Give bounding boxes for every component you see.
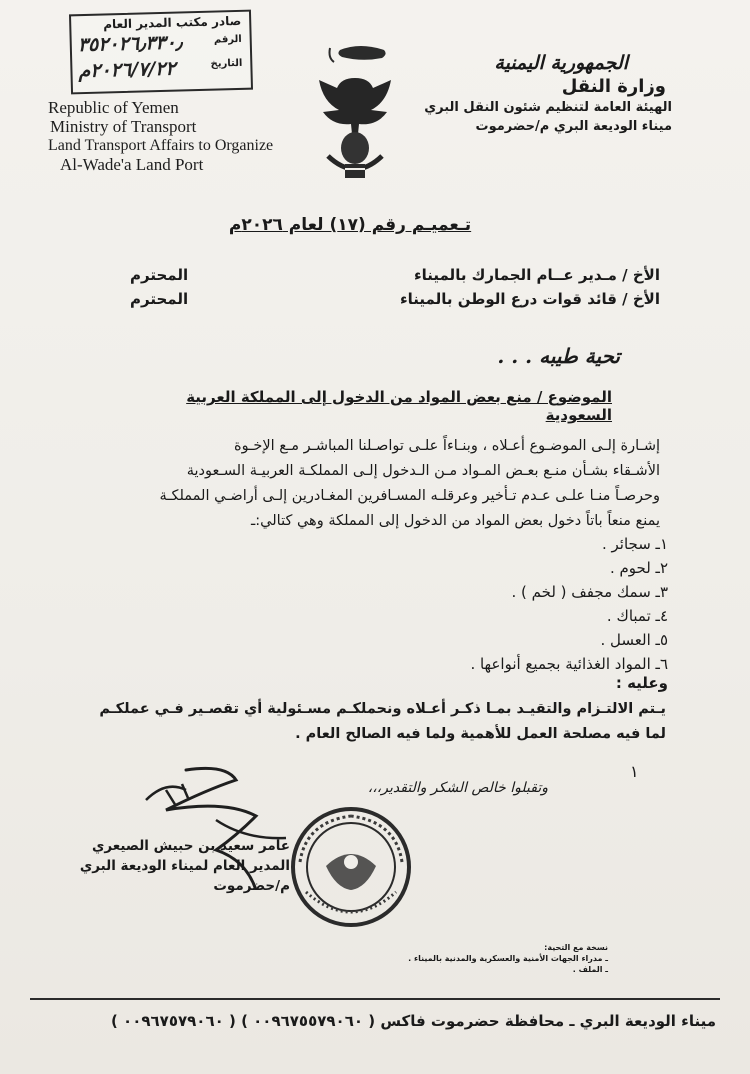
- signatory-location: م/حضرموت: [213, 878, 290, 894]
- stamp-date-label: التاريخ: [210, 57, 243, 70]
- stamp-number-label: الرقم: [213, 33, 242, 46]
- copies-line: ـ الملف .: [572, 965, 608, 974]
- header-en-country: Republic of Yemen: [48, 98, 179, 117]
- signatory-block: [72, 836, 290, 896]
- body-line: إشـارة إلـى الموضـوع أعـلاه ، وبنـاءاً علـى تواصـلنا المباشـر مـع الإخـوة: [234, 438, 660, 454]
- footer-rule: [30, 998, 720, 1000]
- closing-paragraph: [76, 697, 666, 747]
- recipient-row: [100, 290, 660, 314]
- list-item: ٢ـ لحوم .: [609, 559, 668, 577]
- list-item: ٦ـ المواد الغذائية بجميع أنواعها .: [470, 655, 668, 673]
- closing-line: يـتم الالتـزام والتقيـد بمـا ذكـر أعـلاه ونحملكـم مسـئولية أي تقصـير فـي عملكـم: [99, 701, 666, 717]
- closing-line: لما فيه مصلحة العمل للأهمية ولما فيه الصالح العام .: [295, 726, 666, 742]
- subject-line: الموضوع / منع بعض المواد من الدخول إلى المملكة العربية السعودية: [186, 388, 612, 424]
- recipient-honorific: المحترم: [130, 290, 189, 308]
- therefore-label: وعليه :: [615, 674, 668, 692]
- list-item: ١ـ سجائر .: [601, 535, 668, 553]
- header-ar-port: ميناء الوديعة البري م/حضرموت: [475, 119, 672, 134]
- header-ar: [372, 52, 672, 134]
- header-en-authority: Land Transport Affairs to Organize: [48, 137, 274, 154]
- thanks-line: وتقبلوا خالص الشكر والتقدير،،،: [367, 780, 548, 796]
- recipient-name: الأخ / مـدير عــام الجمارك بالميناء: [413, 266, 660, 284]
- copies-title: نسخة مع التحية:: [544, 943, 608, 952]
- list-item: ٤ـ تمباك .: [606, 607, 668, 625]
- header-en-port: Al-Wade'a Land Port: [60, 155, 204, 174]
- page-mark: ١: [630, 762, 639, 781]
- stamp-date-value: ٢٠٢٦/٧/٢٢م: [78, 57, 176, 83]
- header-ar-ministry: وزارة النقل: [561, 76, 666, 97]
- list-item: ٣ـ سمك مجفف ( لخم ) .: [511, 583, 668, 601]
- header-ar-authority: الهيئة العامة لتنظيم شئون النقل البري: [424, 100, 672, 115]
- greeting: تحية طيبه . . .: [497, 344, 620, 368]
- stamp-number-value: ٣٥٢٠٢٦٫٣٣٠٫: [77, 31, 183, 57]
- footer-contact: ميناء الوديعة البري ـ محافظة حضرموت فاكس ( ٠٠٩٦٧٥٥٧٩٠٦٠ ) ( ٠٠٩٦٧٥٧٩٠٦٠ ): [110, 1012, 716, 1030]
- list-item: ٥ـ العسل .: [600, 631, 668, 649]
- header-en-ministry: Ministry of Transport: [50, 117, 197, 136]
- header-ar-republic: الجمهورية اليمنية: [494, 52, 628, 74]
- body-paragraph: [60, 434, 660, 534]
- recipient-name: الأخ / قائد قوات درع الوطن بالميناء: [399, 290, 660, 308]
- body-line: يمنع منعاً باتاً دخول بعض المواد من الدخول إلى المملكة وهي كتالي:ـ: [251, 513, 660, 529]
- office-outgoing-stamp: [69, 10, 253, 95]
- header-en: [48, 98, 273, 174]
- body-line: الأشـقاء بشـأن منـع بعـض المـواد مـن الـدخول إلـى المملكـة العربيـة السـعودية: [186, 463, 660, 479]
- body-line: وحرصـاً منـا علـى عـدم تـأخير وعرقلـه المسـافرين المغـادرين إلـى أراضـي المملكـة: [159, 488, 660, 504]
- recipients: [100, 266, 660, 314]
- copies-line: ـ مدراء الجهات الأمنية والعسكرية والمدنية بالميناء .: [408, 954, 608, 963]
- recipient-row: [100, 266, 660, 290]
- signatory-name: عامر سعيد بن حبيش الصيعري: [91, 838, 290, 854]
- copies-block: [368, 942, 608, 975]
- recipient-honorific: المحترم: [130, 266, 189, 284]
- items-list: [268, 532, 668, 676]
- circular-title: تـعميـم رقم (١٧) لعام ٢٠٢٦م: [228, 215, 472, 235]
- signatory-title: المدير العام لميناء الوديعة البري: [79, 858, 290, 874]
- stamp-title: صادر مكتب المدير العام: [103, 13, 242, 32]
